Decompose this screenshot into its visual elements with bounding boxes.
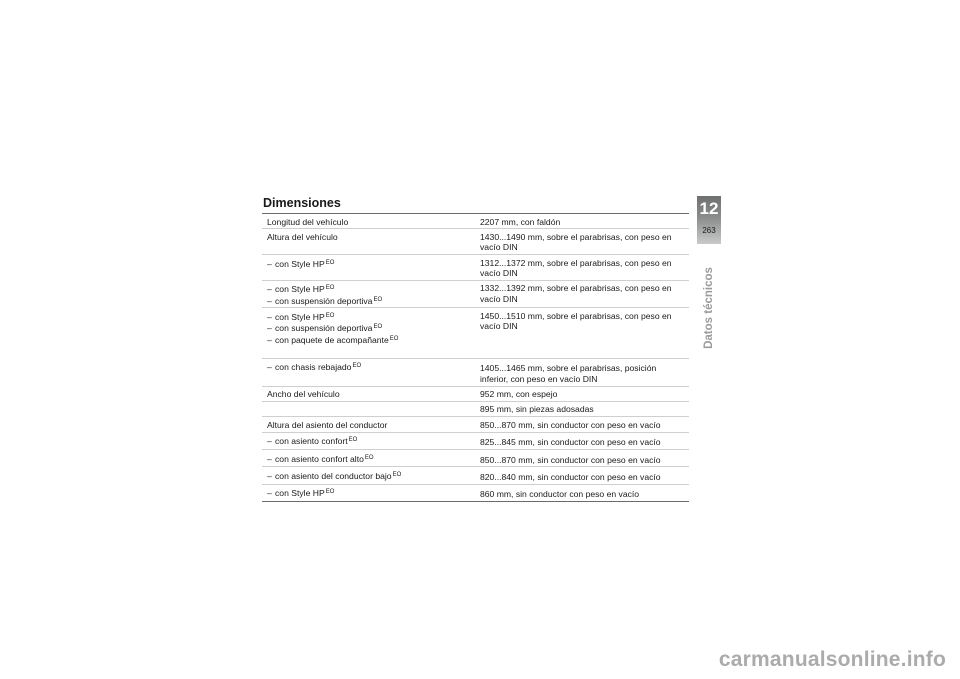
chapter-tab — [697, 196, 721, 244]
list-dash: – — [267, 453, 272, 464]
section-title: Dimensiones — [263, 196, 341, 210]
optional-equipment-marker: EO — [389, 335, 399, 342]
spec-label-text: con asiento confort alto — [275, 453, 364, 464]
spec-label-cell — [262, 432, 471, 449]
spec-label-line — [267, 470, 471, 481]
optional-equipment-marker: EO — [325, 312, 335, 319]
spec-value-text: 825...845 mm, sin conductor con peso en vacío — [480, 437, 661, 448]
spec-label-text: con asiento confort — [275, 436, 348, 447]
spec-label-cell — [262, 401, 471, 416]
spec-value-text: 1405...1465 mm, sobre el parabrisas, posición inferior, con peso en vacío DIN — [480, 363, 657, 384]
spec-value-text: 1312...1372 mm, sobre el parabrisas, con peso en vacío DIN — [480, 257, 672, 278]
list-dash: – — [267, 311, 272, 322]
spec-value-text: 895 mm, sin piezas adosadas — [480, 404, 594, 415]
spec-value-cell — [471, 358, 689, 386]
spec-value-cell — [471, 386, 689, 401]
spec-label-cell — [262, 450, 471, 467]
spec-value-cell — [471, 308, 689, 358]
table-row — [262, 229, 689, 255]
table-row — [262, 450, 689, 467]
table-row — [262, 401, 689, 416]
spec-label-line — [267, 311, 471, 322]
optional-equipment-marker: EO — [325, 489, 335, 496]
spec-label-line — [267, 258, 471, 269]
spec-value-text: 850...870 mm, sin conductor con peso en vacío — [480, 454, 661, 465]
spec-value-cell — [471, 417, 689, 432]
spec-label-cell — [262, 467, 471, 484]
spec-label-text: con asiento del conductor bajo — [275, 470, 392, 481]
spec-label-text: con Style HP — [275, 311, 325, 322]
spec-label-cell — [262, 386, 471, 401]
table-row — [262, 358, 689, 386]
spec-label-text: Ancho del vehículo — [267, 389, 340, 400]
spec-label-cell — [262, 214, 471, 229]
chapter-label: Datos técnicos — [703, 267, 715, 349]
table-row — [262, 467, 689, 484]
spec-value-text: 2207 mm, con faldón — [480, 216, 561, 227]
spec-label-text: con paquete de acompañante — [275, 334, 389, 345]
spec-label-line — [267, 295, 471, 306]
chapter-number: 12 — [699, 199, 719, 218]
spec-label-text: con suspensión deportiva — [275, 323, 373, 334]
list-dash: – — [267, 284, 272, 295]
spec-label-line — [267, 322, 471, 333]
page-number: 263 — [702, 226, 716, 235]
spec-label-line — [267, 334, 471, 345]
optional-equipment-marker: EO — [325, 259, 335, 266]
spec-label-line — [267, 453, 471, 464]
spec-label-text: Altura del vehículo — [267, 231, 338, 242]
spec-value-cell — [471, 467, 689, 484]
spec-label-text: con Style HP — [275, 488, 325, 499]
spec-value-cell — [471, 255, 689, 281]
spec-label-cell — [262, 255, 471, 281]
spec-label-cell — [262, 417, 471, 432]
spec-value-cell — [471, 432, 689, 449]
table-row — [262, 432, 689, 449]
spec-label-text: con Style HP — [275, 284, 325, 295]
spec-value-text: 820...840 mm, sin conductor con peso en vacío — [480, 471, 661, 482]
spec-label-cell — [262, 358, 471, 386]
spec-label-cell — [262, 484, 471, 501]
dimensions-table — [262, 213, 689, 502]
watermark: carmanualsonline.info — [718, 648, 946, 671]
spec-value-text: 1332...1392 mm, sobre el parabrisas, con peso en vacío DIN — [480, 283, 672, 304]
table-row — [262, 484, 689, 501]
spec-value-text: 1450...1510 mm, sobre el parabrisas, con peso en vacío DIN — [480, 310, 672, 332]
list-dash: – — [267, 362, 272, 373]
optional-equipment-marker: EO — [392, 471, 402, 478]
spec-value-text: 850...870 mm, sin conductor con peso en vacío — [480, 419, 661, 430]
spec-value-text: 1430...1490 mm, sobre el parabrisas, con peso en vacío DIN — [480, 231, 672, 253]
list-dash: – — [267, 470, 272, 481]
optional-equipment-marker: EO — [325, 285, 335, 292]
spec-label-cell — [262, 229, 471, 255]
spec-label-line — [267, 217, 471, 227]
table-row — [262, 417, 689, 432]
table-row — [262, 255, 689, 281]
spec-value-text: 860 mm, sin conductor con peso en vacío — [480, 489, 640, 500]
spec-value-cell — [471, 280, 689, 308]
spec-value-cell — [471, 229, 689, 255]
spec-label-line — [267, 283, 471, 294]
spec-value-cell — [471, 214, 689, 229]
spec-label-line — [267, 420, 471, 430]
spec-value-cell — [471, 401, 689, 416]
spec-label-line — [267, 361, 471, 372]
spec-label-cell — [262, 280, 471, 308]
list-dash: – — [267, 488, 272, 499]
spec-label-text: Longitud del vehículo — [267, 216, 349, 227]
spec-label-text: con Style HP — [275, 258, 325, 269]
spec-label-line — [267, 389, 471, 399]
table-row — [262, 280, 689, 308]
spec-label-text: con chasis rebajado — [275, 362, 352, 373]
spec-value-cell — [471, 450, 689, 467]
table-row — [262, 386, 689, 401]
list-dash: – — [267, 334, 272, 345]
optional-equipment-marker: EO — [352, 363, 362, 370]
spec-label-line — [267, 232, 471, 242]
spec-label-cell — [262, 308, 471, 358]
spec-label-line — [267, 435, 471, 446]
optional-equipment-marker: EO — [348, 437, 358, 444]
list-dash: – — [267, 436, 272, 447]
spec-value-text: 952 mm, con espejo — [480, 389, 558, 400]
list-dash: – — [267, 323, 272, 334]
spec-value-cell — [471, 484, 689, 501]
list-dash: – — [267, 258, 272, 269]
table-row — [262, 214, 689, 229]
spec-label-line — [267, 487, 471, 498]
list-dash: – — [267, 295, 272, 306]
spec-label-text: con suspensión deportiva — [275, 295, 373, 306]
spec-label-text: Altura del asiento del conductor — [267, 419, 388, 430]
dimensions-table-body — [262, 214, 689, 502]
optional-equipment-marker: EO — [364, 454, 374, 461]
table-row — [262, 308, 689, 358]
optional-equipment-marker: EO — [373, 324, 383, 331]
optional-equipment-marker: EO — [373, 296, 383, 303]
